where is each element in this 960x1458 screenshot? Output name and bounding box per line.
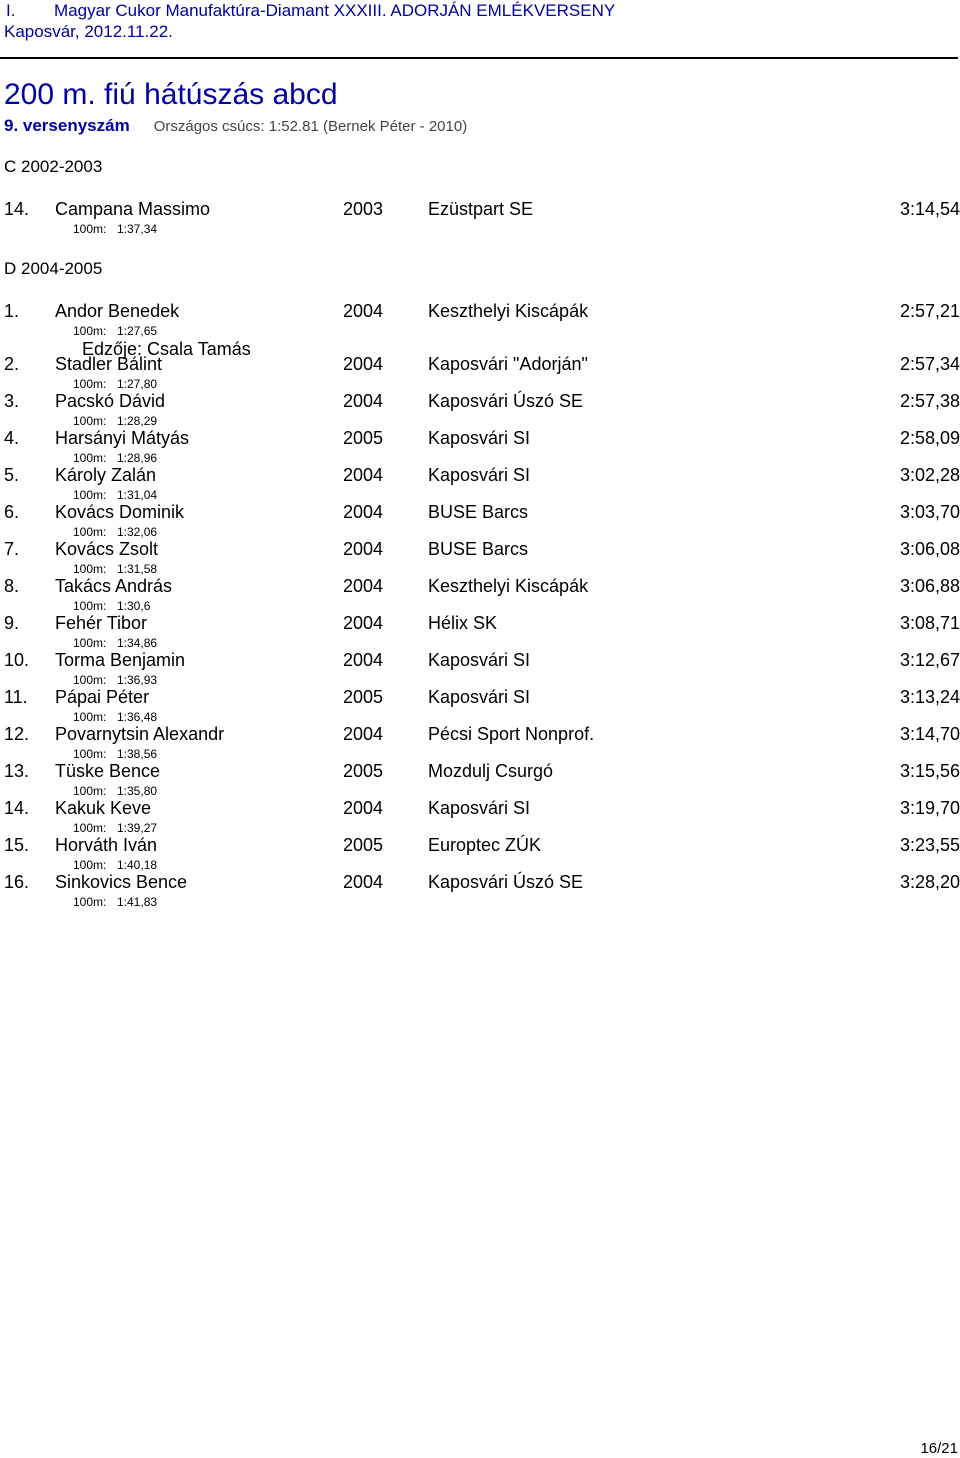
split-label: 100m: xyxy=(73,673,107,687)
split-time xyxy=(73,488,157,502)
split-time xyxy=(73,222,157,236)
birth-year: 2004 xyxy=(343,354,384,374)
club-name: BUSE Barcs xyxy=(428,502,529,522)
national-record: Országos csúcs: 1:52.81 (Bernek Péter - 2010) xyxy=(153,118,468,135)
split-value: 1:27,80 xyxy=(117,377,158,391)
split-time xyxy=(73,414,157,428)
split-label: 100m: xyxy=(73,747,107,761)
final-time: 2:57,21 xyxy=(899,301,960,321)
final-time: 3:06,08 xyxy=(899,539,960,559)
swimmer-name: Tüske Bence xyxy=(55,761,161,781)
split-label: 100m: xyxy=(73,324,107,338)
birth-year: 2004 xyxy=(343,724,384,744)
split-value: 1:34,86 xyxy=(117,636,158,650)
result-row xyxy=(0,613,960,635)
swimmer-name: Sinkovics Bence xyxy=(55,872,188,892)
birth-year: 2004 xyxy=(343,798,384,818)
rank: 12. xyxy=(4,724,30,744)
split-time xyxy=(73,599,150,613)
split-label: 100m: xyxy=(73,525,107,539)
result-row xyxy=(0,199,960,221)
final-time: 3:12,67 xyxy=(899,650,960,670)
split-time xyxy=(73,377,157,391)
split-time xyxy=(73,636,157,650)
result-row xyxy=(0,391,960,413)
split-value: 1:39,27 xyxy=(117,821,158,835)
final-time: 3:08,71 xyxy=(899,613,960,633)
result-row xyxy=(0,724,960,746)
split-value: 1:37,34 xyxy=(117,222,158,236)
rank: 2. xyxy=(4,354,20,374)
swimmer-name: Kovács Dominik xyxy=(55,502,185,522)
birth-year: 2004 xyxy=(343,650,384,670)
split-value: 1:30,6 xyxy=(117,599,151,613)
final-time: 3:03,70 xyxy=(899,502,960,522)
split-time xyxy=(73,895,157,909)
result-row xyxy=(0,798,960,820)
rank: 8. xyxy=(4,576,20,596)
birth-year: 2005 xyxy=(343,761,384,781)
club-name: Mozdulj Csurgó xyxy=(428,761,554,781)
final-time: 3:28,20 xyxy=(899,872,960,892)
split-label: 100m: xyxy=(73,488,107,502)
final-time: 3:02,28 xyxy=(899,465,960,485)
swimmer-name: Horváth Iván xyxy=(55,835,158,855)
club-name: Keszthelyi Kiscápák xyxy=(428,301,589,321)
result-row xyxy=(0,872,960,894)
result-row xyxy=(0,465,960,487)
result-row xyxy=(0,576,960,598)
meet-venue-date: Kaposvár, 2012.11.22. xyxy=(4,22,173,41)
split-value: 1:36,48 xyxy=(117,710,158,724)
split-value: 1:31,58 xyxy=(117,562,158,576)
page-number: 16/21 xyxy=(920,1440,958,1457)
swimmer-name: Campana Massimo xyxy=(55,199,211,219)
result-row xyxy=(0,428,960,450)
swimmer-name: Kakuk Keve xyxy=(55,798,152,818)
split-label: 100m: xyxy=(73,414,107,428)
rank: 13. xyxy=(4,761,30,781)
meet-header-line1 xyxy=(6,1,615,21)
final-time: 3:23,55 xyxy=(899,835,960,855)
birth-year: 2004 xyxy=(343,539,384,559)
result-row xyxy=(0,650,960,672)
club-name: Kaposvári SI xyxy=(428,650,531,670)
split-time xyxy=(73,747,157,761)
split-time xyxy=(73,451,157,465)
club-name: Ezüstpart SE xyxy=(428,199,534,219)
rank: 4. xyxy=(4,428,20,448)
split-label: 100m: xyxy=(73,599,107,613)
event-info xyxy=(4,116,467,136)
age-group-label: D 2004-2005 xyxy=(4,259,103,278)
split-time xyxy=(73,821,157,835)
rank: 1. xyxy=(4,301,20,321)
result-row xyxy=(0,761,960,783)
result-row xyxy=(0,502,960,524)
split-label: 100m: xyxy=(73,821,107,835)
swimmer-name: Torma Benjamin xyxy=(55,650,186,670)
swimmer-name: Harsányi Mátyás xyxy=(55,428,190,448)
split-label: 100m: xyxy=(73,710,107,724)
club-name: Hélix SK xyxy=(428,613,498,633)
split-label: 100m: xyxy=(73,784,107,798)
rank: 9. xyxy=(4,613,20,633)
swimmer-name: Pacskó Dávid xyxy=(55,391,166,411)
final-time: 2:58,09 xyxy=(899,428,960,448)
club-name: Europtec ZÚK xyxy=(428,835,542,855)
swimmer-name: Fehér Tibor xyxy=(55,613,148,633)
swimmer-name: Andor Benedek xyxy=(55,301,180,321)
rank: 11. xyxy=(4,687,28,707)
club-name: Kaposvári Úszó SE xyxy=(428,391,584,411)
final-time: 3:13,24 xyxy=(899,687,960,707)
split-label: 100m: xyxy=(73,895,107,909)
swimmer-name: Kovács Zsolt xyxy=(55,539,159,559)
club-name: Kaposvári SI xyxy=(428,465,531,485)
split-label: 100m: xyxy=(73,451,107,465)
club-name: Keszthelyi Kiscápák xyxy=(428,576,589,596)
result-row xyxy=(0,539,960,561)
birth-year: 2005 xyxy=(343,687,384,707)
rank: 5. xyxy=(4,465,20,485)
split-label: 100m: xyxy=(73,222,107,236)
result-row xyxy=(0,301,960,323)
split-value: 1:36,93 xyxy=(117,673,158,687)
birth-year: 2004 xyxy=(343,576,384,596)
final-time: 2:57,34 xyxy=(899,354,960,374)
rank: 14. xyxy=(4,798,30,818)
club-name: Pécsi Sport Nonprof. xyxy=(428,724,595,744)
header-divider xyxy=(0,57,958,59)
split-time xyxy=(73,324,157,338)
split-label: 100m: xyxy=(73,562,107,576)
split-time xyxy=(73,673,157,687)
swimmer-name: Stadler Bálint xyxy=(55,354,163,374)
swimmer-name: Pápai Péter xyxy=(55,687,150,707)
result-row xyxy=(0,354,960,376)
birth-year: 2004 xyxy=(343,502,384,522)
split-value: 1:38,56 xyxy=(117,747,158,761)
birth-year: 2004 xyxy=(343,465,384,485)
coach-name: Edzője: Csala Tamás xyxy=(82,339,251,359)
meet-number: I. xyxy=(6,1,16,20)
club-name: Kaposvári SI xyxy=(428,798,531,818)
split-time xyxy=(73,562,157,576)
final-time: 3:14,70 xyxy=(899,724,960,744)
rank: 10. xyxy=(4,650,30,670)
birth-year: 2004 xyxy=(343,872,384,892)
final-time: 3:06,88 xyxy=(899,576,960,596)
final-time: 2:57,38 xyxy=(899,391,960,411)
birth-year: 2004 xyxy=(343,391,384,411)
swimmer-name: Povarnytsin Alexandr xyxy=(55,724,225,744)
split-value: 1:28,96 xyxy=(117,451,158,465)
club-name: Kaposvári Úszó SE xyxy=(428,872,584,892)
split-value: 1:32,06 xyxy=(117,525,158,539)
event-number: 9. versenyszám xyxy=(4,116,130,135)
club-name: Kaposvári "Adorján" xyxy=(428,354,588,374)
rank: 14. xyxy=(4,199,30,219)
rank: 16. xyxy=(4,872,30,892)
split-label: 100m: xyxy=(73,858,107,872)
birth-year: 2004 xyxy=(343,301,384,321)
rank: 3. xyxy=(4,391,20,411)
split-time xyxy=(73,710,157,724)
result-row xyxy=(0,687,960,709)
swimmer-name: Takács András xyxy=(55,576,173,596)
age-group-label: C 2002-2003 xyxy=(4,157,103,176)
result-row xyxy=(0,835,960,857)
meet-name: Magyar Cukor Manufaktúra-Diamant XXXIII. ADORJÁN EMLÉKVERSENY xyxy=(54,1,616,20)
split-value: 1:35,80 xyxy=(117,784,158,798)
split-value: 1:40,18 xyxy=(117,858,158,872)
birth-year: 2005 xyxy=(343,428,384,448)
rank: 6. xyxy=(4,502,20,522)
birth-year: 2005 xyxy=(343,835,384,855)
rank: 15. xyxy=(4,835,30,855)
split-time xyxy=(73,784,157,798)
birth-year: 2003 xyxy=(343,199,384,219)
final-time: 3:19,70 xyxy=(899,798,960,818)
club-name: BUSE Barcs xyxy=(428,539,529,559)
split-value: 1:31,04 xyxy=(117,488,158,502)
split-value: 1:28,29 xyxy=(117,414,158,428)
split-time xyxy=(73,858,157,872)
split-time xyxy=(73,525,157,539)
club-name: Kaposvári SI xyxy=(428,428,531,448)
birth-year: 2004 xyxy=(343,613,384,633)
final-time: 3:15,56 xyxy=(899,761,960,781)
split-label: 100m: xyxy=(73,636,107,650)
final-time: 3:14,54 xyxy=(899,199,960,219)
split-value: 1:41,83 xyxy=(117,895,158,909)
split-label: 100m: xyxy=(73,377,107,391)
club-name: Kaposvári SI xyxy=(428,687,531,707)
event-title: 200 m. fiú hátúszás abcd xyxy=(4,78,338,111)
rank: 7. xyxy=(4,539,20,559)
split-value: 1:27,65 xyxy=(117,324,158,338)
swimmer-name: Károly Zalán xyxy=(55,465,157,485)
